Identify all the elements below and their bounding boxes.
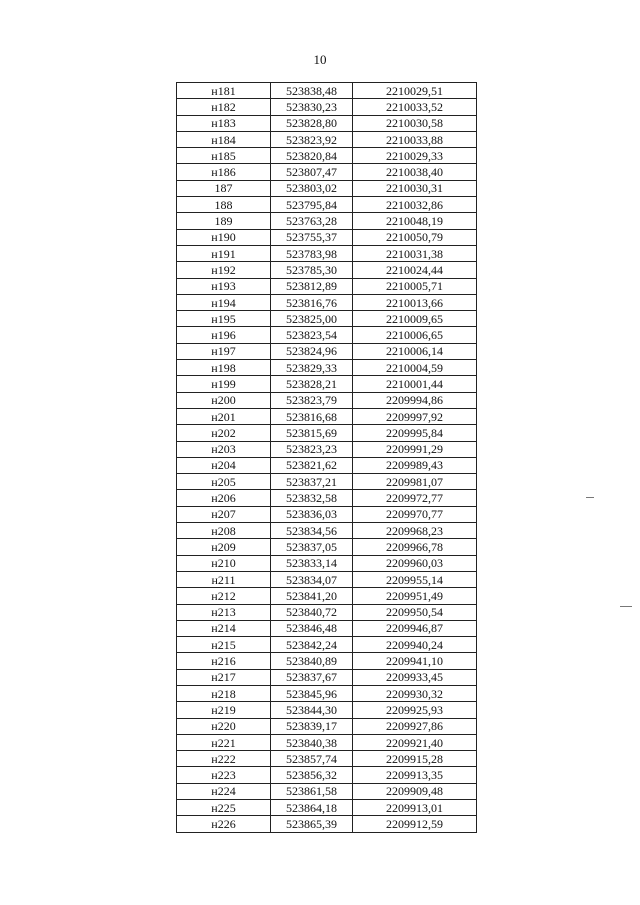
table-row (177, 229, 477, 245)
point-id-cell: н186 (177, 164, 271, 180)
x-coordinate-cell: 523815,69 (271, 425, 353, 441)
point-id-cell: н191 (177, 245, 271, 261)
point-id-cell: н226 (177, 816, 271, 832)
y-coordinate-cell: 2209941,10 (353, 653, 477, 669)
x-coordinate-cell: 523820,84 (271, 148, 353, 164)
y-coordinate-cell: 2210033,88 (353, 131, 477, 147)
point-id-cell: н199 (177, 376, 271, 392)
point-id-cell: н215 (177, 637, 271, 653)
x-coordinate-cell: 523842,24 (271, 637, 353, 653)
point-id-cell: н196 (177, 327, 271, 343)
x-coordinate-cell: 523829,33 (271, 360, 353, 376)
table-row (177, 343, 477, 359)
x-coordinate-cell: 523834,07 (271, 571, 353, 587)
point-id-cell: н183 (177, 115, 271, 131)
point-id-cell: н211 (177, 571, 271, 587)
y-coordinate-cell: 2209955,14 (353, 571, 477, 587)
table-row (177, 245, 477, 261)
table-row (177, 685, 477, 701)
y-coordinate-cell: 2209933,45 (353, 669, 477, 685)
y-coordinate-cell: 2209912,59 (353, 816, 477, 832)
table-row (177, 376, 477, 392)
point-id-cell: н212 (177, 588, 271, 604)
x-coordinate-cell: 523807,47 (271, 164, 353, 180)
point-id-cell: н216 (177, 653, 271, 669)
x-coordinate-cell: 523856,32 (271, 767, 353, 783)
y-coordinate-cell: 2209995,84 (353, 425, 477, 441)
table-row (177, 637, 477, 653)
point-id-cell: н182 (177, 99, 271, 115)
x-coordinate-cell: 523836,03 (271, 506, 353, 522)
table-row (177, 506, 477, 522)
point-id-cell: н217 (177, 669, 271, 685)
point-id-cell: н193 (177, 278, 271, 294)
x-coordinate-cell: 523823,92 (271, 131, 353, 147)
table-row (177, 197, 477, 213)
point-id-cell: н198 (177, 360, 271, 376)
point-id-cell: 187 (177, 180, 271, 196)
table-row (177, 620, 477, 636)
point-id-cell: 188 (177, 197, 271, 213)
point-id-cell: н194 (177, 294, 271, 310)
point-id-cell: н205 (177, 474, 271, 490)
point-id-cell: н223 (177, 767, 271, 783)
table-row (177, 718, 477, 734)
table-row (177, 783, 477, 799)
y-coordinate-cell: 2210032,86 (353, 197, 477, 213)
table-row (177, 294, 477, 310)
x-coordinate-cell: 523816,68 (271, 408, 353, 424)
point-id-cell: н200 (177, 392, 271, 408)
coordinates-table (176, 82, 477, 833)
point-id-cell: н181 (177, 83, 271, 99)
point-id-cell: н218 (177, 685, 271, 701)
point-id-cell: н207 (177, 506, 271, 522)
y-coordinate-cell: 2210005,71 (353, 278, 477, 294)
x-coordinate-cell: 523840,38 (271, 734, 353, 750)
y-coordinate-cell: 2210006,14 (353, 343, 477, 359)
x-coordinate-cell: 523837,05 (271, 539, 353, 555)
table-row (177, 99, 477, 115)
x-coordinate-cell: 523763,28 (271, 213, 353, 229)
x-coordinate-cell: 523828,80 (271, 115, 353, 131)
table-row (177, 490, 477, 506)
table-row (177, 408, 477, 424)
y-coordinate-cell: 2209913,01 (353, 800, 477, 816)
coordinates-table-body (177, 83, 477, 833)
y-coordinate-cell: 2209950,54 (353, 604, 477, 620)
point-id-cell: н221 (177, 734, 271, 750)
y-coordinate-cell: 2209968,23 (353, 523, 477, 539)
x-coordinate-cell: 523812,89 (271, 278, 353, 294)
table-row (177, 180, 477, 196)
point-id-cell: 189 (177, 213, 271, 229)
x-coordinate-cell: 523857,74 (271, 751, 353, 767)
point-id-cell: н225 (177, 800, 271, 816)
table-row (177, 588, 477, 604)
table-row (177, 148, 477, 164)
point-id-cell: н201 (177, 408, 271, 424)
x-coordinate-cell: 523845,96 (271, 685, 353, 701)
table-row (177, 474, 477, 490)
x-coordinate-cell: 523830,23 (271, 99, 353, 115)
x-coordinate-cell: 523837,21 (271, 474, 353, 490)
table-row (177, 83, 477, 99)
table-row (177, 523, 477, 539)
table-row (177, 702, 477, 718)
point-id-cell: н197 (177, 343, 271, 359)
table-row (177, 767, 477, 783)
x-coordinate-cell: 523785,30 (271, 262, 353, 278)
y-coordinate-cell: 2210029,33 (353, 148, 477, 164)
y-coordinate-cell: 2209913,35 (353, 767, 477, 783)
scan-mark (620, 606, 632, 607)
table-row (177, 800, 477, 816)
x-coordinate-cell: 523840,89 (271, 653, 353, 669)
x-coordinate-cell: 523803,02 (271, 180, 353, 196)
point-id-cell: н202 (177, 425, 271, 441)
x-coordinate-cell: 523823,54 (271, 327, 353, 343)
table-row (177, 131, 477, 147)
y-coordinate-cell: 2210029,51 (353, 83, 477, 99)
y-coordinate-cell: 2210031,38 (353, 245, 477, 261)
y-coordinate-cell: 2209940,24 (353, 637, 477, 653)
table-row (177, 555, 477, 571)
y-coordinate-cell: 2210038,40 (353, 164, 477, 180)
page-number: 10 (313, 52, 327, 67)
table-row (177, 653, 477, 669)
y-coordinate-cell: 2210048,19 (353, 213, 477, 229)
y-coordinate-cell: 2209989,43 (353, 457, 477, 473)
table-row (177, 425, 477, 441)
y-coordinate-cell: 2209966,78 (353, 539, 477, 555)
table-row (177, 327, 477, 343)
point-id-cell: н184 (177, 131, 271, 147)
x-coordinate-cell: 523834,56 (271, 523, 353, 539)
table-row (177, 392, 477, 408)
x-coordinate-cell: 523755,37 (271, 229, 353, 245)
point-id-cell: н210 (177, 555, 271, 571)
x-coordinate-cell: 523823,23 (271, 441, 353, 457)
y-coordinate-cell: 2209927,86 (353, 718, 477, 734)
x-coordinate-cell: 523837,67 (271, 669, 353, 685)
x-coordinate-cell: 523864,18 (271, 800, 353, 816)
y-coordinate-cell: 2210030,58 (353, 115, 477, 131)
x-coordinate-cell: 523783,98 (271, 245, 353, 261)
table-row (177, 311, 477, 327)
point-id-cell: н214 (177, 620, 271, 636)
y-coordinate-cell: 2209925,93 (353, 702, 477, 718)
y-coordinate-cell: 2209946,87 (353, 620, 477, 636)
point-id-cell: н208 (177, 523, 271, 539)
table-row (177, 164, 477, 180)
point-id-cell: н195 (177, 311, 271, 327)
x-coordinate-cell: 523821,62 (271, 457, 353, 473)
y-coordinate-cell: 2209972,77 (353, 490, 477, 506)
x-coordinate-cell: 523795,84 (271, 197, 353, 213)
point-id-cell: н192 (177, 262, 271, 278)
x-coordinate-cell: 523839,17 (271, 718, 353, 734)
table-row (177, 539, 477, 555)
y-coordinate-cell: 2209997,92 (353, 408, 477, 424)
y-coordinate-cell: 2209970,77 (353, 506, 477, 522)
table-row (177, 278, 477, 294)
table-row (177, 262, 477, 278)
point-id-cell: н220 (177, 718, 271, 734)
y-coordinate-cell: 2210004,59 (353, 360, 477, 376)
x-coordinate-cell: 523816,76 (271, 294, 353, 310)
x-coordinate-cell: 523844,30 (271, 702, 353, 718)
point-id-cell: н219 (177, 702, 271, 718)
table-row (177, 115, 477, 131)
point-id-cell: н204 (177, 457, 271, 473)
y-coordinate-cell: 2209915,28 (353, 751, 477, 767)
x-coordinate-cell: 523825,00 (271, 311, 353, 327)
table-row (177, 441, 477, 457)
x-coordinate-cell: 523840,72 (271, 604, 353, 620)
point-id-cell: н224 (177, 783, 271, 799)
point-id-cell: н213 (177, 604, 271, 620)
table-row (177, 604, 477, 620)
y-coordinate-cell: 2209991,29 (353, 441, 477, 457)
point-id-cell: н203 (177, 441, 271, 457)
y-coordinate-cell: 2209930,32 (353, 685, 477, 701)
x-coordinate-cell: 523833,14 (271, 555, 353, 571)
y-coordinate-cell: 2209994,86 (353, 392, 477, 408)
y-coordinate-cell: 2210030,31 (353, 180, 477, 196)
y-coordinate-cell: 2209951,49 (353, 588, 477, 604)
table-row (177, 457, 477, 473)
x-coordinate-cell: 523832,58 (271, 490, 353, 506)
x-coordinate-cell: 523861,58 (271, 783, 353, 799)
x-coordinate-cell: 523841,20 (271, 588, 353, 604)
y-coordinate-cell: 2210001,44 (353, 376, 477, 392)
y-coordinate-cell: 2210013,66 (353, 294, 477, 310)
y-coordinate-cell: 2210006,65 (353, 327, 477, 343)
x-coordinate-cell: 523828,21 (271, 376, 353, 392)
x-coordinate-cell: 523838,48 (271, 83, 353, 99)
point-id-cell: н206 (177, 490, 271, 506)
x-coordinate-cell: 523865,39 (271, 816, 353, 832)
table-row (177, 751, 477, 767)
table-row (177, 816, 477, 832)
table-row (177, 213, 477, 229)
x-coordinate-cell: 523824,96 (271, 343, 353, 359)
y-coordinate-cell: 2209981,07 (353, 474, 477, 490)
scan-mark (586, 497, 594, 498)
point-id-cell: н209 (177, 539, 271, 555)
table-row (177, 669, 477, 685)
table-row (177, 571, 477, 587)
y-coordinate-cell: 2209909,48 (353, 783, 477, 799)
y-coordinate-cell: 2209921,40 (353, 734, 477, 750)
x-coordinate-cell: 523846,48 (271, 620, 353, 636)
table-row (177, 360, 477, 376)
table-row (177, 734, 477, 750)
y-coordinate-cell: 2210024,44 (353, 262, 477, 278)
point-id-cell: н222 (177, 751, 271, 767)
y-coordinate-cell: 2209960,03 (353, 555, 477, 571)
point-id-cell: н185 (177, 148, 271, 164)
y-coordinate-cell: 2210050,79 (353, 229, 477, 245)
point-id-cell: н190 (177, 229, 271, 245)
x-coordinate-cell: 523823,79 (271, 392, 353, 408)
y-coordinate-cell: 2210009,65 (353, 311, 477, 327)
y-coordinate-cell: 2210033,52 (353, 99, 477, 115)
